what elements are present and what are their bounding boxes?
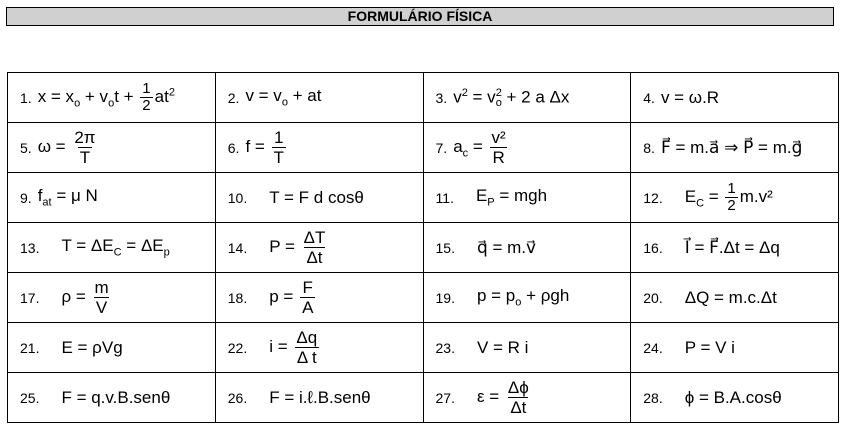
formula-expression — [61, 278, 112, 317]
formula-part: c — [462, 147, 469, 160]
formula-part: + at — [287, 86, 322, 106]
formula-part: = — [704, 186, 724, 206]
formula-part: i = — [269, 336, 293, 356]
formula-part: ϕ = B.A.cosθ — [684, 387, 782, 407]
formula-part: + ρgh — [521, 286, 570, 306]
formula-expression — [38, 186, 98, 208]
formula-number: 24. — [643, 339, 663, 356]
formula-part: t + — [114, 86, 139, 106]
fraction-denominator: A — [302, 298, 314, 317]
formula-row — [8, 123, 839, 173]
formula-cell — [423, 273, 631, 323]
formula-cell — [631, 323, 839, 373]
formula-cell — [631, 223, 839, 273]
formula-cell — [631, 373, 839, 423]
fraction — [294, 328, 319, 367]
formula-part: f = — [245, 136, 270, 156]
formula-row — [8, 73, 839, 123]
formula-number: 8. — [643, 139, 655, 156]
formula-cell — [631, 73, 839, 123]
fraction-numerator: ΔT — [303, 228, 326, 247]
fraction-denominator: 2 — [142, 97, 151, 114]
formula-cell — [215, 373, 423, 423]
formula-expression — [269, 388, 370, 408]
formula-part: v = ω.R — [660, 87, 720, 107]
formula-row — [8, 323, 839, 373]
formula-cell — [8, 323, 216, 373]
formula-part: x = x — [37, 86, 75, 106]
fraction-denominator: V — [95, 298, 108, 317]
formula-part: I⃗ = F⃗.Δt = Δq — [684, 237, 780, 257]
formula-expression — [685, 238, 780, 258]
formula-part: v = v — [245, 86, 282, 106]
formula-cell — [8, 123, 216, 173]
formula-number: 14. — [227, 239, 248, 256]
formula-number: 19. — [435, 289, 455, 306]
formula-part: o — [281, 96, 288, 109]
fraction-numerator: Δϕ — [507, 378, 529, 397]
formula-part: p — [163, 246, 170, 259]
formula-number: 25. — [20, 389, 40, 406]
formula-number: 1. — [20, 89, 32, 106]
formula-part: T = F d cosθ — [269, 187, 364, 207]
fraction — [300, 278, 315, 317]
formula-part: o — [515, 296, 522, 309]
fraction — [506, 378, 531, 417]
formula-cell — [8, 223, 216, 273]
formula-expression — [476, 186, 547, 208]
formula-part: p = — [269, 286, 299, 306]
formula-number: 4. — [643, 89, 655, 106]
fraction-denominator: Δt — [306, 248, 323, 267]
formula-part: + v — [80, 86, 109, 106]
formula-part: 2 — [168, 86, 175, 99]
formula-expression — [61, 236, 169, 258]
formula-number: 26. — [227, 389, 248, 406]
formula-expression — [661, 138, 802, 158]
formula-number: 16. — [643, 239, 663, 256]
formula-number: 7. — [435, 139, 448, 156]
formula-part: P — [487, 196, 495, 209]
formula-part: = mgh — [494, 186, 548, 206]
formula-part: 2 — [495, 87, 502, 100]
fraction — [490, 128, 508, 167]
formula-part: o — [495, 97, 502, 110]
formula-cell — [8, 73, 216, 123]
formula-part: = — [468, 136, 488, 156]
formula-part: F⃗ = m.a⃗ ⇒ P⃗ = m.g⃗ — [660, 137, 803, 157]
formula-part: ΔQ = m.c.Δt — [684, 287, 777, 307]
formula-cell — [215, 173, 423, 223]
fraction-denominator: 2 — [727, 197, 736, 214]
formula-expression — [269, 328, 321, 367]
formula-part: T = ΔE — [61, 236, 114, 256]
page-title: FORMULÁRIO FÍSICA — [6, 7, 834, 26]
formula-number: 15. — [435, 239, 455, 256]
formula-expression — [685, 181, 773, 214]
formula-cell — [423, 173, 631, 223]
fraction-denominator: Δ t — [296, 348, 317, 367]
formula-cell — [215, 73, 423, 123]
formula-part: P = — [269, 236, 300, 256]
fraction-numerator: v² — [491, 128, 506, 147]
formula-part: P = V i — [684, 337, 735, 357]
formula-part: o — [74, 97, 81, 110]
fraction-denominator: R — [492, 148, 505, 167]
formula-cell — [423, 123, 631, 173]
formula-table — [7, 72, 839, 423]
formula-number: 10. — [227, 189, 248, 206]
formula-number: 27. — [435, 389, 455, 406]
formula-expression — [453, 87, 569, 108]
formula-number: 21. — [20, 339, 40, 356]
fraction — [140, 81, 152, 114]
formula-number: 11. — [435, 189, 454, 206]
formula-cell — [215, 273, 423, 323]
formula-expression — [685, 288, 777, 308]
formula-number: 6. — [227, 139, 240, 156]
formula-part: o — [108, 97, 115, 110]
formula-number: 23. — [435, 339, 455, 356]
formula-expression — [477, 338, 529, 358]
formula-number: 2. — [227, 89, 240, 106]
fraction-numerator: m — [94, 278, 109, 297]
fraction-numerator: 1 — [727, 180, 736, 197]
formula-number: 22. — [227, 339, 248, 356]
formula-expression — [269, 278, 317, 317]
formula-part: E = ρVg — [61, 337, 123, 357]
fraction-numerator: 1 — [274, 128, 284, 147]
formula-number: 28. — [643, 389, 663, 406]
formula-part: q⃗ = m.v⃗ — [476, 237, 537, 257]
formula-cell — [423, 73, 631, 123]
formula-expression — [61, 388, 170, 408]
formula-part: at — [154, 86, 169, 106]
formula-cell — [215, 123, 423, 173]
formula-expression — [38, 81, 175, 114]
formula-part: ε = — [476, 386, 504, 406]
formula-expression — [245, 128, 288, 167]
formula-cell — [631, 273, 839, 323]
formula-part: E — [475, 186, 488, 206]
formula-row — [8, 273, 839, 323]
formula-part: V = R i — [476, 337, 529, 357]
formula-expression — [61, 338, 122, 358]
fraction-denominator: Δt — [510, 398, 527, 417]
formula-part: f — [37, 186, 43, 206]
formula-cell — [423, 323, 631, 373]
formula-part: p = p — [476, 286, 516, 306]
formula-cell — [631, 173, 839, 223]
formula-expression — [269, 188, 364, 208]
formula-cell — [215, 223, 423, 273]
formula-expression — [38, 128, 100, 167]
formula-cell — [631, 123, 839, 173]
formula-number: 3. — [435, 89, 448, 106]
formula-part: F = i.ℓ.B.senθ — [269, 387, 371, 407]
formula-cell — [423, 373, 631, 423]
formula-expression — [269, 228, 329, 267]
formula-part: = v — [467, 87, 496, 107]
formula-part: E — [684, 186, 697, 206]
fraction — [72, 128, 97, 167]
fraction — [272, 128, 286, 167]
formula-number: 9. — [20, 189, 32, 206]
formula-part: at — [42, 196, 52, 209]
formula-number: 17. — [20, 289, 40, 306]
fraction-numerator: 2π — [74, 128, 96, 147]
fraction-numerator: F — [302, 278, 313, 297]
formula-row — [8, 223, 839, 273]
formula-number: 5. — [20, 139, 32, 156]
formula-number: 20. — [643, 289, 663, 306]
formula-cell — [215, 323, 423, 373]
formula-part: = μ N — [51, 186, 98, 206]
formula-part: ω = — [37, 136, 71, 156]
formula-expression — [477, 238, 536, 258]
formula-part: v — [453, 87, 462, 107]
formula-number: 18. — [227, 289, 248, 306]
fraction — [725, 181, 737, 214]
formula-part: C — [113, 246, 122, 259]
fraction — [93, 278, 111, 317]
formula-part: a — [453, 136, 463, 156]
formula-part: m.v² — [739, 186, 773, 206]
formula-part: C — [696, 197, 705, 210]
formula-cell — [8, 173, 216, 223]
fraction-numerator: 1 — [142, 80, 151, 97]
formula-part: ρ = — [61, 286, 91, 306]
formula-expression — [477, 286, 569, 308]
formula-row — [8, 373, 839, 423]
formula-part: 2 — [461, 86, 468, 99]
formula-cell — [423, 223, 631, 273]
formula-row — [8, 173, 839, 223]
formula-part: = ΔE — [121, 236, 164, 256]
formula-expression — [453, 128, 510, 167]
fraction — [302, 228, 328, 267]
formula-expression — [477, 378, 533, 417]
formula-part: F = q.v.B.senθ — [61, 387, 171, 407]
fraction-denominator: T — [79, 148, 91, 167]
formula-expression — [685, 388, 782, 408]
fraction-denominator: T — [273, 148, 284, 167]
formula-expression — [685, 338, 735, 358]
fraction-numerator: Δq — [296, 328, 318, 347]
formula-part: + 2 a Δx — [501, 87, 570, 107]
formula-number: 13. — [20, 239, 40, 256]
formula-cell — [8, 273, 216, 323]
formula-expression — [245, 86, 321, 108]
formula-cell — [8, 373, 216, 423]
formula-number: 12. — [643, 189, 663, 206]
formula-expression — [661, 88, 719, 108]
